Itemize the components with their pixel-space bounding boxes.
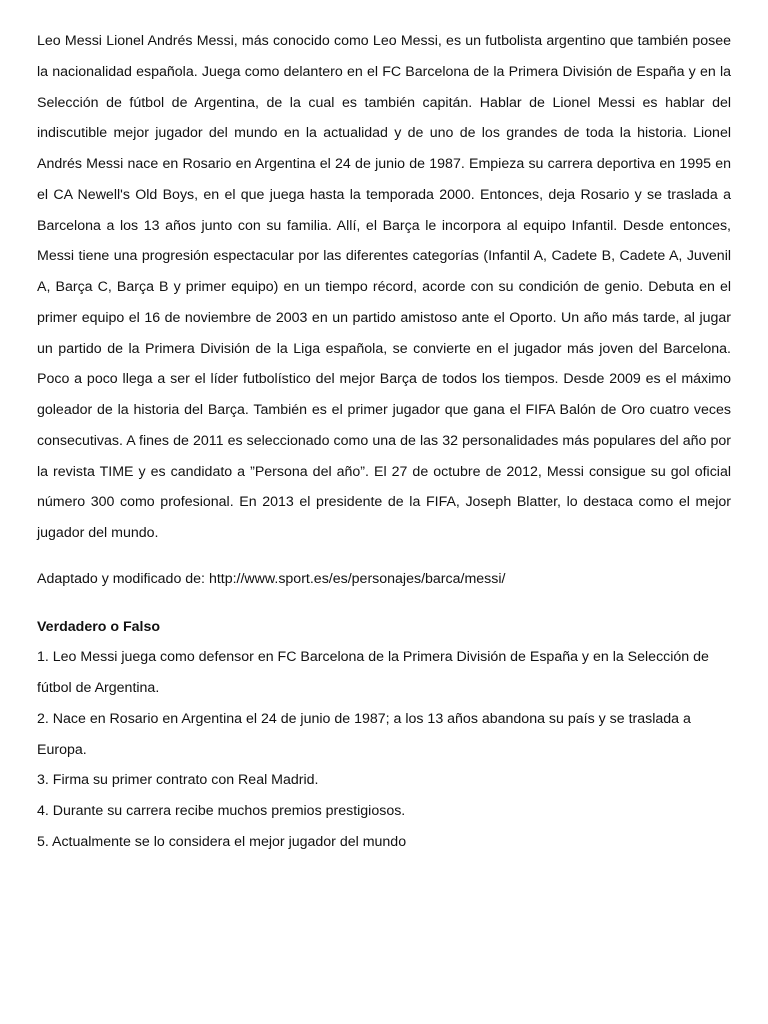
true-false-section xyxy=(37,612,731,858)
section-heading: Verdadero o Falso xyxy=(37,618,160,635)
document-page xyxy=(37,26,731,858)
statement-3: 3. Firma su primer contrato con Real Madrid. xyxy=(37,772,319,789)
body-paragraph: Leo Messi Lionel Andrés Messi, más conocido como Leo Messi, es un futbolista argentino que también posee la nacionalidad española. Juega como delantero en el FC Barcelona de la Primera División de España y en la Selección de fútbol de Argentina, de la cual es también capitán. Hablar de Lionel Messi es hablar del indiscutible mejor jugador del mundo en la actualidad y de uno de los grandes de toda la historia. Lionel Andrés Messi nace en Rosario en Argentina el 24 de junio de 1987. Empieza su carrera deportiva en 1995 en el CA Newell's Old Boys, en el que juega hasta la temporada 2000. Entonces, deja Rosario y se traslada a Barcelona a los 13 años junto con su familia. Allí, el Barça le incorpora al equipo Infantil. Desde entonces, Messi tiene una progresión espectacular por las diferentes categorías (Infantil A, Cadete B, Cadete A, Juvenil A, Barça C, Barça B y primer equipo) en un tiempo récord, acorde con su condición de genio. Debuta en el primer equipo el 16 de noviembre de 2003 en un partido amistoso ante el Oporto. Un año más tarde, al jugar un partido de la Primera División de la Liga española, se convierte en el jugador más joven del Barcelona. Poco a poco llega a ser el líder futbolístico del mejor Barça de todos los tiempos. Desde 2009 es el máximo goleador de la historia del Barça. También es el primer jugador que gana el FIFA Balón de Oro cuatro veces consecutivas. A fines de 2011 es seleccionado como una de las 32 personalidades más populares del año por la revista TIME y es candidato a ”Persona del año”. El 27 de octubre de 2012, Messi consigue su gol oficial número 300 como profesional. En 2013 el presidente de la FIFA, Joseph Blatter, lo destaca como el mejor jugador del mundo. xyxy=(37,33,731,541)
statement-1: 1. Leo Messi juega como defensor en FC Barcelona de la Primera División de España y en la Selección de fútbol de Argentina. xyxy=(37,649,709,696)
statement-list xyxy=(37,642,731,857)
statement-5: 5. Actualmente se lo considera el mejor jugador del mundo xyxy=(37,833,407,850)
source-citation: Adaptado y modificado de: http://www.sport.es/es/personajes/barca/messi/ xyxy=(37,570,506,587)
statement-2: 2. Nace en Rosario en Argentina el 24 de junio de 1987; a los 13 años abandona su país y se traslada a Europa. xyxy=(37,710,691,758)
statement-4: 4. Durante su carrera recibe muchos premios prestigiosos. xyxy=(37,803,406,819)
